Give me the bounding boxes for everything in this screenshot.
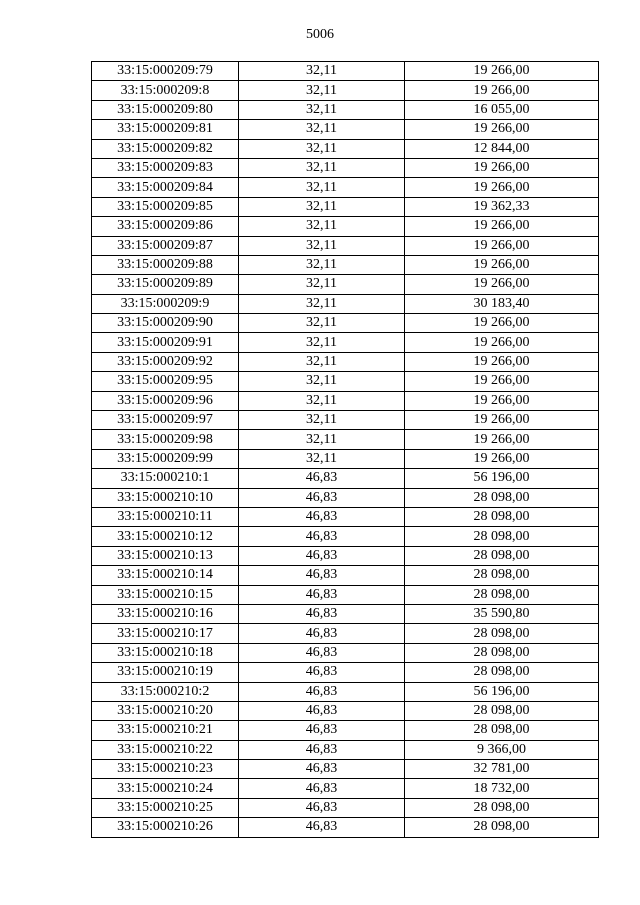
table-row [92, 740, 599, 759]
cadastral-number-cell: 33:15:000210:23 [92, 760, 239, 779]
area-cell: 46,83 [239, 663, 405, 682]
cadastral-value-cell: 35 590,80 [405, 604, 599, 623]
table-row [92, 120, 599, 139]
cadastral-number-cell: 33:15:000210:1 [92, 469, 239, 488]
area-cell: 46,83 [239, 604, 405, 623]
table-row [92, 546, 599, 565]
table-row [92, 158, 599, 177]
table-row [92, 294, 599, 313]
cadastral-value-cell: 28 098,00 [405, 507, 599, 526]
table-row [92, 507, 599, 526]
area-cell: 32,11 [239, 430, 405, 449]
area-cell: 32,11 [239, 391, 405, 410]
cadastral-number-cell: 33:15:000210:16 [92, 604, 239, 623]
cadastral-number-cell: 33:15:000210:22 [92, 740, 239, 759]
cadastral-value-cell: 18 732,00 [405, 779, 599, 798]
cadastral-value-cell: 30 183,40 [405, 294, 599, 313]
cadastral-value-cell: 19 266,00 [405, 430, 599, 449]
area-cell: 32,11 [239, 178, 405, 197]
cadastral-number-cell: 33:15:000209:8 [92, 81, 239, 100]
area-cell: 46,83 [239, 643, 405, 662]
cadastral-number-cell: 33:15:000210:15 [92, 585, 239, 604]
cadastral-number-cell: 33:15:000209:99 [92, 449, 239, 468]
cadastral-value-cell: 56 196,00 [405, 682, 599, 701]
table-row [92, 430, 599, 449]
table-row [92, 721, 599, 740]
table-row [92, 352, 599, 371]
cadastral-number-cell: 33:15:000209:85 [92, 197, 239, 216]
cadastral-number-cell: 33:15:000209:82 [92, 139, 239, 158]
cadastral-value-cell: 56 196,00 [405, 469, 599, 488]
cadastral-number-cell: 33:15:000209:90 [92, 314, 239, 333]
cadastral-value-cell: 28 098,00 [405, 488, 599, 507]
area-cell: 46,83 [239, 566, 405, 585]
cadastral-value-cell: 16 055,00 [405, 100, 599, 119]
table-row [92, 236, 599, 255]
cadastral-value-cell: 9 366,00 [405, 740, 599, 759]
table-row [92, 372, 599, 391]
cadastral-value-cell: 19 266,00 [405, 391, 599, 410]
cadastral-number-cell: 33:15:000209:86 [92, 217, 239, 236]
cadastral-number-cell: 33:15:000210:14 [92, 566, 239, 585]
area-cell: 32,11 [239, 217, 405, 236]
cadastral-number-cell: 33:15:000209:80 [92, 100, 239, 119]
cadastral-number-cell: 33:15:000209:98 [92, 430, 239, 449]
cadastral-value-cell: 28 098,00 [405, 624, 599, 643]
cadastral-number-cell: 33:15:000209:9 [92, 294, 239, 313]
cadastral-value-cell: 19 266,00 [405, 217, 599, 236]
area-cell: 32,11 [239, 158, 405, 177]
area-cell: 32,11 [239, 314, 405, 333]
area-cell: 46,83 [239, 469, 405, 488]
table-row [92, 391, 599, 410]
cadastral-number-cell: 33:15:000209:87 [92, 236, 239, 255]
area-cell: 32,11 [239, 62, 405, 81]
cadastral-value-cell: 19 266,00 [405, 81, 599, 100]
table-row [92, 178, 599, 197]
cadastral-value-cell: 28 098,00 [405, 701, 599, 720]
cadastral-value-cell: 28 098,00 [405, 663, 599, 682]
area-cell: 46,83 [239, 585, 405, 604]
cadastral-number-cell: 33:15:000210:11 [92, 507, 239, 526]
area-cell: 46,83 [239, 818, 405, 837]
cadastral-value-cell: 19 266,00 [405, 158, 599, 177]
cadastral-number-cell: 33:15:000209:92 [92, 352, 239, 371]
cadastral-number-cell: 33:15:000209:91 [92, 333, 239, 352]
cadastral-value-cell: 19 266,00 [405, 449, 599, 468]
area-cell: 32,11 [239, 197, 405, 216]
area-cell: 32,11 [239, 449, 405, 468]
area-cell: 32,11 [239, 255, 405, 274]
cadastral-value-cell: 28 098,00 [405, 546, 599, 565]
area-cell: 46,83 [239, 488, 405, 507]
cadastral-number-cell: 33:15:000210:10 [92, 488, 239, 507]
cadastral-value-cell: 19 266,00 [405, 255, 599, 274]
table-row [92, 643, 599, 662]
table-row [92, 624, 599, 643]
cadastral-value-cell: 28 098,00 [405, 566, 599, 585]
cadastral-value-cell: 19 266,00 [405, 333, 599, 352]
cadastral-number-cell: 33:15:000209:88 [92, 255, 239, 274]
cadastral-number-cell: 33:15:000209:84 [92, 178, 239, 197]
cadastral-number-cell: 33:15:000209:79 [92, 62, 239, 81]
table-row [92, 81, 599, 100]
cadastral-value-cell: 19 266,00 [405, 178, 599, 197]
table-row [92, 411, 599, 430]
table-row [92, 488, 599, 507]
area-cell: 32,11 [239, 81, 405, 100]
cadastral-number-cell: 33:15:000209:83 [92, 158, 239, 177]
area-cell: 32,11 [239, 120, 405, 139]
area-cell: 32,11 [239, 139, 405, 158]
cadastral-value-cell: 28 098,00 [405, 585, 599, 604]
table-row [92, 62, 599, 81]
cadastral-number-cell: 33:15:000210:26 [92, 818, 239, 837]
cadastral-value-cell: 28 098,00 [405, 527, 599, 546]
cadastral-number-cell: 33:15:000210:21 [92, 721, 239, 740]
cadastral-value-cell: 32 781,00 [405, 760, 599, 779]
cadastral-number-cell: 33:15:000210:18 [92, 643, 239, 662]
table-row [92, 798, 599, 817]
cadastral-value-cell: 19 266,00 [405, 372, 599, 391]
area-cell: 32,11 [239, 275, 405, 294]
table-row [92, 760, 599, 779]
cadastral-value-cell: 28 098,00 [405, 798, 599, 817]
area-cell: 32,11 [239, 372, 405, 391]
cadastral-number-cell: 33:15:000210:25 [92, 798, 239, 817]
table-row [92, 275, 599, 294]
area-cell: 32,11 [239, 236, 405, 255]
area-cell: 46,83 [239, 721, 405, 740]
cadastral-value-cell: 19 266,00 [405, 236, 599, 255]
area-cell: 46,83 [239, 779, 405, 798]
area-cell: 46,83 [239, 760, 405, 779]
table-body [92, 62, 599, 838]
table-row [92, 818, 599, 837]
area-cell: 32,11 [239, 411, 405, 430]
cadastral-value-cell: 28 098,00 [405, 818, 599, 837]
table-row [92, 566, 599, 585]
area-cell: 32,11 [239, 294, 405, 313]
cadastral-number-cell: 33:15:000210:17 [92, 624, 239, 643]
table-row [92, 333, 599, 352]
area-cell: 46,83 [239, 682, 405, 701]
table-row [92, 217, 599, 236]
area-cell: 46,83 [239, 740, 405, 759]
cadastral-number-cell: 33:15:000209:96 [92, 391, 239, 410]
cadastral-number-cell: 33:15:000210:20 [92, 701, 239, 720]
cadastral-value-cell: 28 098,00 [405, 643, 599, 662]
table-row [92, 469, 599, 488]
cadastral-number-cell: 33:15:000209:81 [92, 120, 239, 139]
page-number: 5006 [306, 27, 334, 42]
area-cell: 46,83 [239, 701, 405, 720]
table-row [92, 197, 599, 216]
area-cell: 46,83 [239, 798, 405, 817]
cadastral-number-cell: 33:15:000209:95 [92, 372, 239, 391]
area-cell: 32,11 [239, 352, 405, 371]
table-row [92, 663, 599, 682]
cadastral-number-cell: 33:15:000209:89 [92, 275, 239, 294]
cadastral-value-cell: 28 098,00 [405, 721, 599, 740]
area-cell: 32,11 [239, 100, 405, 119]
table-row [92, 779, 599, 798]
cadastral-value-cell: 19 266,00 [405, 411, 599, 430]
cadastral-number-cell: 33:15:000209:97 [92, 411, 239, 430]
area-cell: 46,83 [239, 546, 405, 565]
area-cell: 46,83 [239, 624, 405, 643]
cadastral-value-cell: 12 844,00 [405, 139, 599, 158]
area-cell: 46,83 [239, 507, 405, 526]
cadastral-number-cell: 33:15:000210:13 [92, 546, 239, 565]
cadastral-number-cell: 33:15:000210:19 [92, 663, 239, 682]
cadastral-value-cell: 19 362,33 [405, 197, 599, 216]
cadastral-value-cell: 19 266,00 [405, 314, 599, 333]
table-row [92, 682, 599, 701]
table-row [92, 449, 599, 468]
cadastral-value-table [91, 61, 599, 838]
area-cell: 46,83 [239, 527, 405, 546]
cadastral-number-cell: 33:15:000210:2 [92, 682, 239, 701]
cadastral-value-cell: 19 266,00 [405, 62, 599, 81]
table-row [92, 604, 599, 623]
table-row [92, 701, 599, 720]
area-cell: 32,11 [239, 333, 405, 352]
cadastral-value-cell: 19 266,00 [405, 352, 599, 371]
table-row [92, 527, 599, 546]
cadastral-number-cell: 33:15:000210:24 [92, 779, 239, 798]
cadastral-value-cell: 19 266,00 [405, 120, 599, 139]
table-row [92, 100, 599, 119]
table-row [92, 314, 599, 333]
table-row [92, 585, 599, 604]
cadastral-value-cell: 19 266,00 [405, 275, 599, 294]
table-row [92, 255, 599, 274]
cadastral-number-cell: 33:15:000210:12 [92, 527, 239, 546]
table-row [92, 139, 599, 158]
